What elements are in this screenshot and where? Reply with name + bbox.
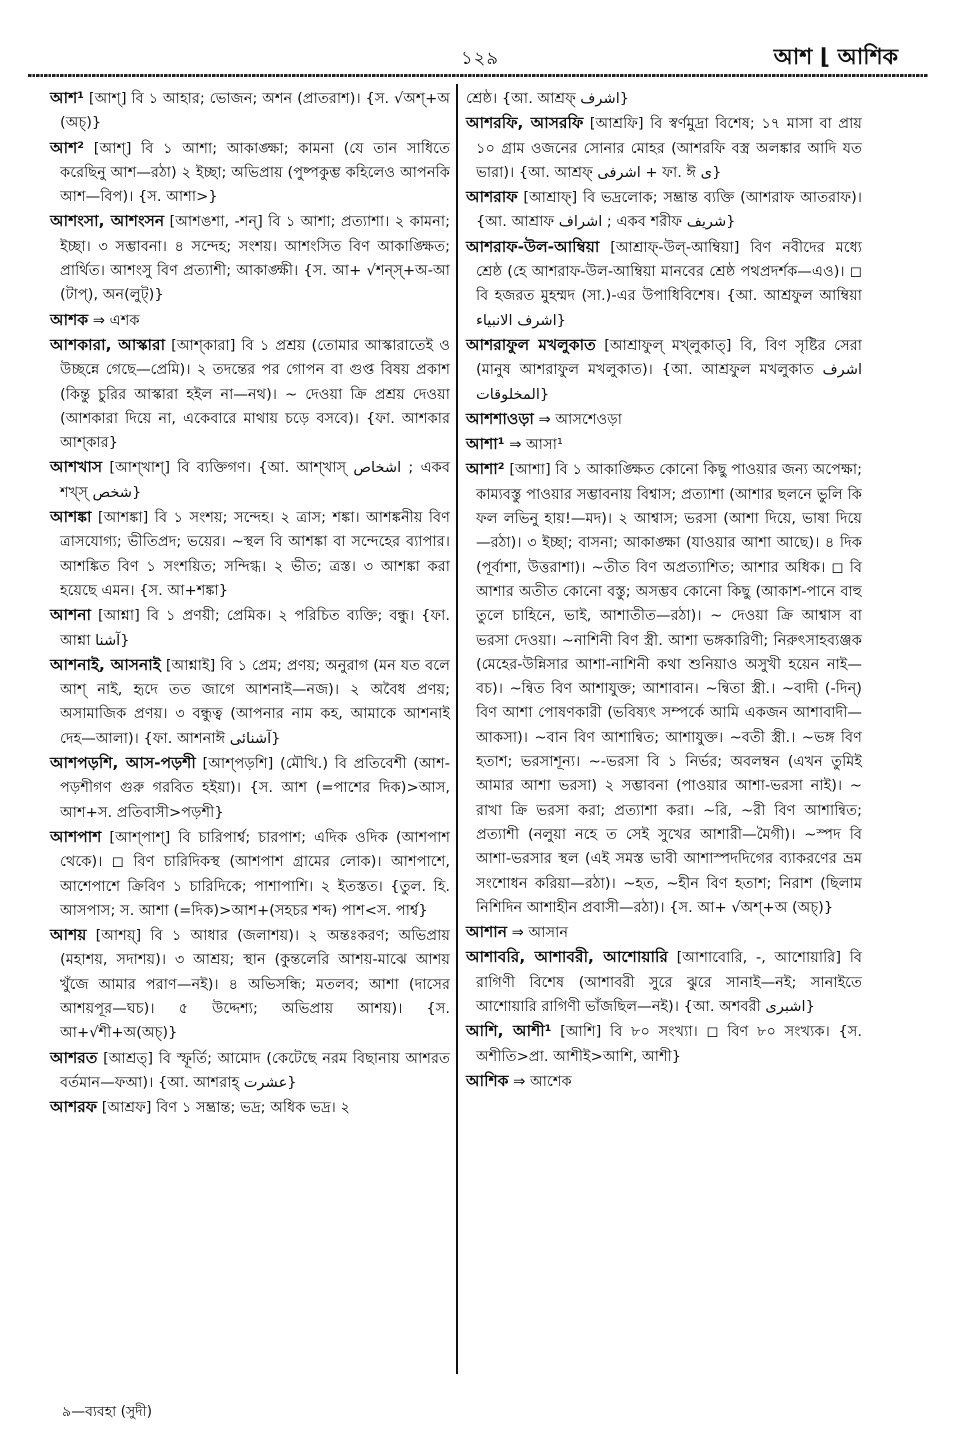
dictionary-entry	[466, 457, 862, 920]
entry-headword: আশিক	[466, 1071, 509, 1090]
entry-definition: [আশ্কারা] বি ১ প্রশ্রয় (তোমার আস্কারাতেই ও উচ্ছন্নে গেছে—প্রেমি)। ২ তদন্তের পর গোপন বা গুপ্ত বিষয় প্রকাশ (কিন্তু চুরির আস্কারা হইল না—নথ)। ~ দেওয়া ক্রি প্রশ্রয় দেওয়া (আশকারা দিয়ে না, একেবারে মাথায় চড়ে বসবে)। {ফা. আশকার আশ্কার}	[60, 336, 450, 452]
entry-definition: [আশ্নাই] বি ১ প্রেম; প্রণয়; অনুরাগ (মন যত বলে আশ্ নাই, হৃদে তত জাগে আশনাই—নজ)। ২ অবৈধ প্রণয়; অসামাজিক প্রণয়। ৩ বন্ধুত্ব (আপনার নাম কহ, আমাকে আশনাই দেহ—আলা)। {ফা. আশনাঈ آشنائی}	[60, 656, 450, 747]
entry-headword: আশনাই, আসনাই	[50, 655, 161, 674]
dictionary-entry	[50, 333, 450, 455]
entry-definition: [আশঙশা, -শন্] বি ১ আশা; প্রত্যাশা। ২ কামনা; ইচ্ছা। ৩ সম্ভাবনা। ৪ সন্দেহ; সংশয়। আশংসিত বিণ আকাঙ্ক্ষিত; প্রার্থিত। আশংসু বিণ প্রত্যাশী; আকাঙ্ক্ষী। {স. আ+ √শন্স্+অ-আ (টাপ্), অন(লুট্)}	[60, 213, 451, 304]
dictionary-entry	[466, 111, 862, 185]
dictionary-entry	[50, 1046, 450, 1096]
entry-headword: আশান	[466, 923, 507, 942]
entry-headword: আশরফ	[50, 1098, 98, 1117]
entry-definition: [আশ্রাফ্] বি ভদ্রলোক; সম্ভ্রান্ত ব্যক্তি (আশরাফ আতরাফ)। {আ. আশ্রাফ اشراف ; একব শরীফ شریف}	[476, 189, 862, 231]
entry-headword: আশঙ্কা	[50, 508, 92, 527]
dictionary-entry	[466, 1019, 862, 1069]
entry-definition: [আশ্রফি] বি স্বর্ণমুদ্রা বিশেষ; ১৭ মাসা বা প্রায় ১০ গ্রাম ওজনের সোনার মোহর (আশরফি বস্ত্র অলঙ্কার আদি যত ভারা)। {আ. আশ্রফ্ اشرفی + ফা. ঈ ی}	[476, 115, 863, 181]
dictionary-entry	[466, 185, 862, 235]
entry-definition: ⇒ আশেক	[513, 1072, 572, 1090]
entry-definition: ⇒ এশক	[92, 311, 140, 329]
dictionary-entry	[50, 455, 450, 505]
entry-definition: [আশ্না] বি ১ প্রণয়ী; প্রেমিক। ২ পরিচিত ব্যক্তি; বন্ধু। {ফা. আশ্না آشنا}	[60, 607, 450, 649]
column-divider	[456, 84, 458, 1374]
entry-definition: [আশঙ্কা] বি ১ সংশয়; সন্দেহ। ২ ত্রাস; শঙ্কা। আশঙ্কনীয় বিণ ত্রাসযোগ্য; ভীতিপ্রদ; ভয়ের। ~স্থল বি আশঙ্কা বা সন্দেহের ব্যাপার। আশঙ্কিত বিণ ১ সংশয়িত; সন্দিগ্ধ। ২ ভীত; ত্রস্ত। ৩ আশঙ্কা করা হয়েছে এমন। {স. আ+শঙ্কা}	[60, 509, 451, 599]
dictionary-entry	[466, 920, 862, 945]
entry-definition: [আশ্পড়শি] (মৌখি.) বি প্রতিবেশী (আশ-পড়শীগণ গুরু গরবিত হইয়া)। {স. আশ (=পাশের দিক)>আস, আশ+স. প্রতিবাসী>পড়শী}	[60, 755, 450, 821]
dictionary-entry	[50, 505, 450, 603]
entry-definition: [আশি] বি ৮০ সংখ্যা। ◻ বিণ ৮০ সংখ্যক। {স. অশীতি>প্রা. আশীই>আশি, আশী}	[476, 1023, 863, 1065]
dictionary-entry	[50, 751, 450, 825]
entry-headword: আশয়	[50, 926, 87, 945]
dictionary-entry	[50, 1095, 450, 1120]
entry-headword: আশক	[50, 310, 89, 329]
entry-definition: শ্রেষ্ঠ। {আ. আশ্রফ্ اشرف}	[466, 90, 630, 107]
dictionary-entry	[466, 407, 862, 432]
dictionary-entry	[50, 603, 450, 653]
header-rule	[28, 74, 928, 77]
entry-headword: আশা²	[466, 460, 505, 479]
page-number: ১২৯	[460, 48, 500, 69]
entry-definition: [আশ্] বি ১ আহার; ভোজন; অশন (প্রাতরাশ)। {স. √অশ্+অ (অচ্)}	[60, 90, 450, 132]
entry-definition: [আশ্] বি ১ আশা; আকাঙ্ক্ষা; কামনা (যে তান সাধিতে করেছিনু আশ—রঠা) ২ ইচ্ছা; অভিপ্রায় (পুষ্পকুম্ভ কহিলেও আপনকি আশ—বিপ)। {স. আশা>}	[60, 139, 450, 206]
entry-headword: আশা¹	[466, 435, 505, 454]
dictionary-entry	[50, 308, 450, 333]
entry-definition: [আশ্রাফ্-উল্-আম্বিয়া] বিণ নবীদের মধ্যে শ্রেষ্ঠ (হে আশরাফ-উল-আম্বিয়া মানবের শ্রেষ্ঠ পথপ্রদর্শক—এও)। ◻ বি হজরত মুহম্মদ (সা.)-এর উপাধিবিশেষ। {আ. আশ্রফুল আম্বিয়া اشرف الانبیاء}	[476, 238, 862, 329]
dictionary-entry	[50, 86, 450, 136]
entry-headword: আশশাওড়া	[466, 409, 534, 428]
entry-headword: আশংসা, আশংসন	[50, 212, 165, 231]
entry-definition: [আশ্খাশ্] বি ব্যক্তিগণ। {আ. আশ্খাস্ اشخاص ; একব শখ্স্ شخص}	[60, 459, 451, 501]
dictionary-entry	[466, 235, 862, 333]
dictionary-entry	[50, 825, 450, 923]
dictionary-entry	[50, 136, 450, 210]
entry-headword: আশ¹	[50, 89, 85, 107]
entry-definition: [আশাবোরি, -, আশোয়ারি] বি রাগিণী বিশেষ (আশাবরী সুরে ঝুরে সানাই—নই; সানাইতে আশোয়ারি রাগিণী ভাঁজছিল—নই)। {আ. অশবরী اشبری}	[476, 949, 863, 1015]
entry-headword: আশকারা, আস্কারা	[50, 335, 166, 354]
entry-headword: আশরফি, আসরফি	[466, 114, 584, 133]
entry-headword: আশপাশ	[50, 827, 102, 846]
right-column	[466, 86, 862, 1094]
entry-headword: আশরাফ-উল-আম্বিয়া	[466, 237, 600, 256]
entry-definition: [আশ্রাফুল্ মখ্লুকাত্] বি, বিণ সৃষ্টির সেরা (মানুষ আশরাফুল মখলুকাত)। {আ. আশ্রফুল মখলুকাত اشرف المخلوقات}	[476, 336, 862, 403]
entry-definition: [আশ্রফ] বিণ ১ সম্ভ্রান্ত; ভদ্র; অধিক ভদ্র। ২	[101, 1099, 350, 1117]
dictionary-entry	[50, 209, 450, 307]
left-column	[50, 86, 450, 1120]
entry-definition: ⇒ আসা¹	[509, 436, 563, 454]
entry-definition: ⇒ আসান	[511, 924, 569, 942]
entry-headword: আশরাফুল মখলুকাত	[466, 335, 596, 354]
entry-headword: আশ²	[50, 138, 85, 157]
entry-headword: আশি, আশী¹	[466, 1022, 552, 1041]
entry-definition: [আশ্রত্] বি স্ফূর্তি; আমোদ (কেটেছে নরম বিছানায় আশরত বর্তমান—ফআ)। {আ. আশরাহ্ عشرت}	[60, 1049, 451, 1091]
guide-words: আশ ⌊ আশিক	[773, 45, 898, 70]
entry-headword: আশপড়শি, আস-পড়শী	[50, 754, 196, 773]
footer-signature: ৯—ব্যবহা (সুদী)	[62, 1404, 153, 1420]
dictionary-entry	[50, 923, 450, 1045]
dictionary-entry	[466, 432, 862, 457]
entry-definition: [আশা] বি ১ আকাঙ্ক্ষিত কোনো কিছু পাওয়ার জন্য অপেক্ষা; কাম্যবস্তু পাওয়ার সম্ভাবনায় বিশ্বাস; প্রত্যাশা (আশার ছলনে ভুলি কি ফল লভিনু হায়!—মদ)। ২ আশ্বাস; ভরসা (আশা দিয়ে, ভাষা দিয়ে—রঠা)। ৩ ইচ্ছা; বাসনা; আকাঙ্ক্ষা (যাওয়ার আশা আছে)। ৪ দিক (পূর্বাশা, উত্তরাশা)। ~তীত বিণ অপ্রত্যাশিত; আশার অধিক। ◻ বি আশার অতীত কোনো বস্তু; অসম্ভব কোনো কিছু (আকাশ-পানে বাহু তুলে চাহিনে, ভাই, আশাতীত—রঠা)। ~ দেওয়া ক্রি আশ্বাস বা ভরসা দেওয়া। ~নাশিনী বিণ স্ত্রী. আশা ভঙ্গকারিণী; নিরুৎসাহব্যঞ্জক (মেহের-উন্নিসার আশা-নাশিনী কথা শুনিয়াও অসুখী হয়েন নাই—বচ)। ~ন্বিত বিণ আশাযুক্ত; আশাবান। ~ন্বিতা স্ত্রী.। ~বাদী (-দিন্) বিণ আশা পোষণকারী (ভবিষ্যৎ সম্পর্কে আমি একজন আশাবাদী—আকসা)। ~বান বিণ আশান্বিত; আশাযুক্ত। ~বতী স্ত্রী.। ~ভঙ্গ বিণ হতাশ; ভরসাশূন্য। ~-ভরসা বি ১ নির্ভর; অবলম্বন (এখন তুমিই আমার আশা ভরসা) ২ সম্ভাবনা (পাওয়ার আশা-ভরসা নাই)। ~ রাখা ক্রি ভরসা করা; প্রত্যাশা করা। ~রি, ~রী বিণ আশান্বিত; প্রত্যাশী (নলুয়া নহে ত সেই সুখের আশারী—মৈগী)। ~স্পদ বি আশা-ভরসার স্থল (এই সমস্ত ভাবী আশাস্পদদিগের ব্যাকরণের ভ্রম সংশোধন করিয়া—রঠা)। ~হত, ~হীন বিণ হতাশ; নিরাশ (ছিলাম নিশিদিন আশাহীন প্রবাসী—রঠা)। {স. আ+ √অশ্+অ (অচ্)}	[476, 461, 863, 916]
entry-headword: আশখাস	[50, 458, 103, 477]
entry-headword: আশরাফ	[466, 188, 518, 207]
dictionary-entry	[466, 333, 862, 407]
entry-headword: আশাবরি, আশাবরী, আশোয়ারি	[466, 948, 668, 967]
dictionary-entry	[466, 945, 862, 1019]
entry-definition: [আশ্পাশ্] বি চারিপার্শ্ব; চারপাশ; এদিক ওদিক (আশপাশ থেকে)। ◻ বিণ চারিদিকস্থ (আশপাশ গ্রামের লোক)। আশপাশে, আশেপাশে ক্রিবিণ ১ চারিদিকে; পাশাপাশি। ২ ইতস্তত। {তুল. হি. আসপাস; স. আশা (=দিক)>আশ+(সহচর শব্দ) পাশ<স. পার্শ্ব}	[60, 828, 451, 919]
entry-definition: [আশয়্] বি ১ আধার (জলাশয়)। ২ অন্তঃকরণ; অভিপ্রায় (মহাশয়, সদাশয়)। ৩ আশ্রয়; স্থান (কুন্তলেরি আশয়-মাঝে আশয় খুঁজে আমার পরাণ—নই)। ৪ অভিসন্ধি; মতলব; আশা (দাসের আশয়পূর—ঘচ)। ৫ উদ্দেশ্য; অভিপ্রায় আশয়)। {স. আ+√শী+অ(অচ্)}	[60, 927, 451, 1042]
dictionary-entry	[466, 86, 862, 111]
entry-headword: আশনা	[50, 606, 91, 625]
dictionary-entry	[466, 1069, 862, 1094]
entry-headword: আশরত	[50, 1048, 98, 1067]
entry-definition: ⇒ আসশেওড়া	[538, 410, 622, 428]
dictionary-entry	[50, 653, 450, 751]
